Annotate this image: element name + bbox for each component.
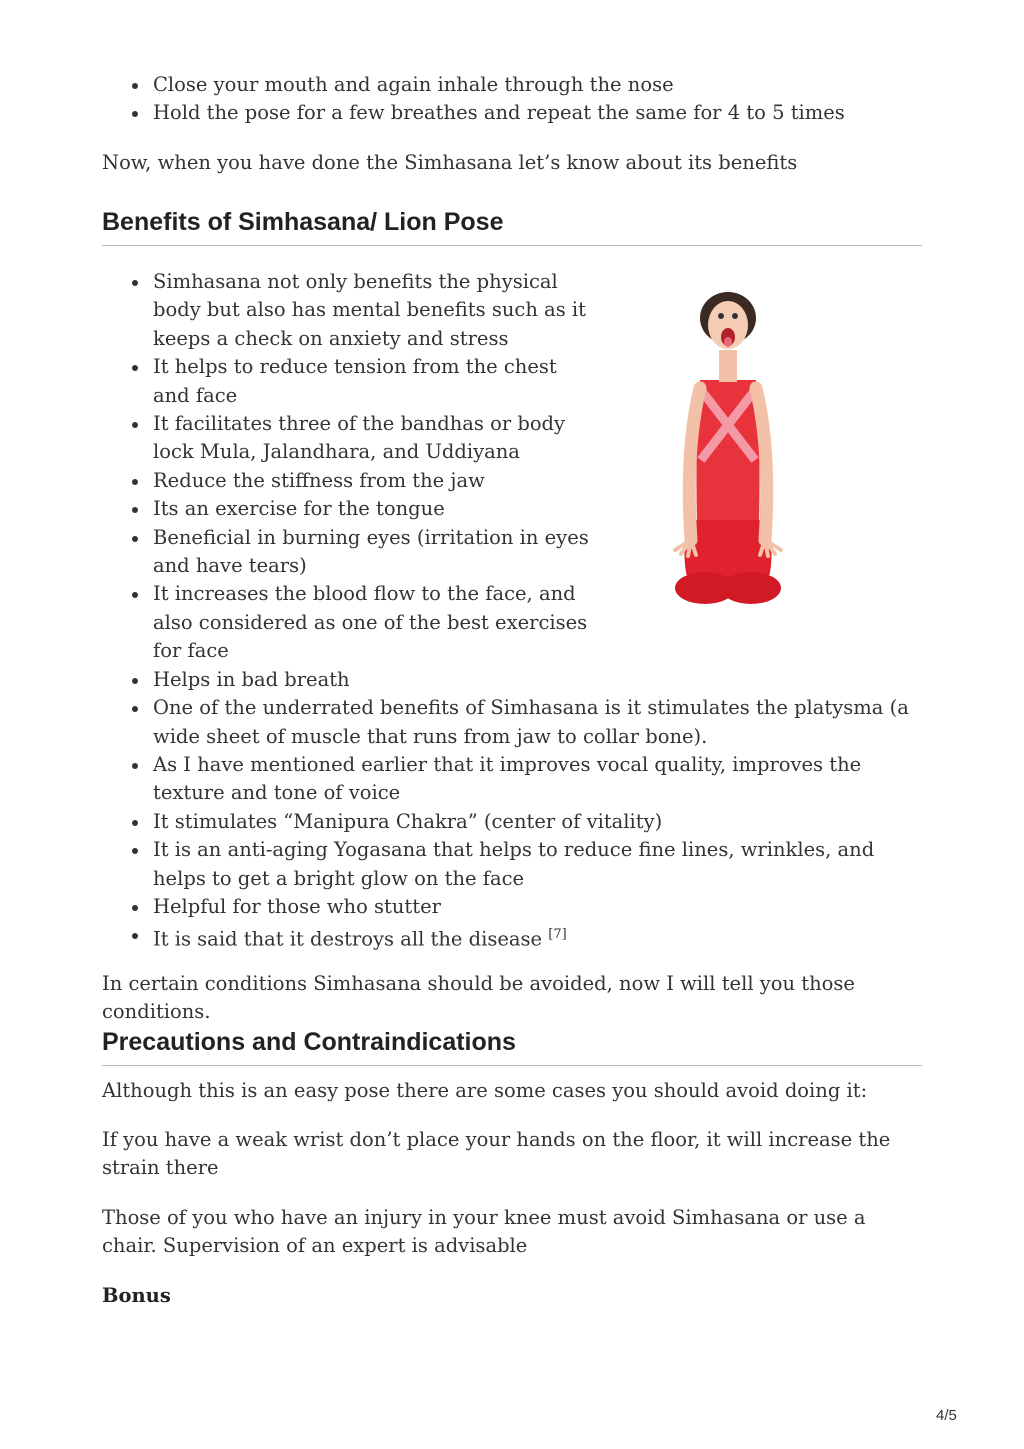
benefits-heading: Benefits of Simhasana/ Lion Pose	[102, 208, 922, 246]
citation-link[interactable]: [7]	[548, 927, 567, 943]
precautions-paragraph: Those of you who have an injury in your knee must avoid Simhasana or use a chair. Supervision of an expert is advisable	[102, 1206, 866, 1258]
list-item: It helps to reduce tension from the chest and face	[102, 353, 593, 410]
list-item: It stimulates “Manipura Chakra” (center of vitality)	[102, 808, 922, 836]
list-item: Helpful for those who stutter	[102, 893, 922, 921]
list-item: Its an exercise for the tongue	[102, 495, 593, 523]
page-number: 4/5	[936, 1407, 957, 1424]
intro-step-list	[102, 71, 922, 128]
list-item: It is an anti-aging Yogasana that helps to reduce fine lines, wrinkles, and helps to get a bright glow on the face	[102, 836, 922, 893]
benefits-outro: In certain conditions Simhasana should be avoided, now I will tell you those conditions.	[102, 972, 855, 1024]
list-item-text: It is said that it destroys all the disease	[153, 927, 543, 951]
precautions-paragraph: If you have a weak wrist don’t place your hands on the floor, it will increase the strain there	[102, 1128, 891, 1180]
intro-paragraph: Now, when you have done the Simhasana let’s know about its benefits	[102, 151, 798, 174]
list-item: Beneficial in burning eyes (irritation in eyes and have tears)	[102, 524, 593, 581]
bonus-label: Bonus	[102, 1284, 171, 1307]
list-item: Hold the pose for a few breathes and repeat the same for 4 to 5 times	[102, 99, 922, 127]
list-item: Helps in bad breath	[102, 666, 922, 694]
lion-pose-figure-icon	[597, 270, 859, 615]
lion-pose-photo	[597, 270, 859, 615]
list-item: It increases the blood flow to the face, and also considered as one of the best exercises for face	[102, 580, 593, 665]
list-item	[102, 921, 922, 954]
list-item: As I have mentioned earlier that it improves vocal quality, improves the texture and tone of voice	[102, 751, 922, 808]
list-item: Simhasana not only benefits the physical body but also has mental benefits such as it keeps a check on anxiety and stress	[102, 268, 593, 353]
list-item: Close your mouth and again inhale through the nose	[102, 71, 922, 99]
list-item: Reduce the stiffness from the jaw	[102, 467, 593, 495]
precautions-heading: Precautions and Contraindications	[102, 1028, 922, 1066]
precautions-paragraph: Although this is an easy pose there are some cases you should avoid doing it:	[102, 1079, 868, 1102]
list-item: One of the underrated benefits of Simhasana is it stimulates the platysma (a wide sheet of muscle that runs from jaw to collar bone).	[102, 694, 922, 751]
list-item: It facilitates three of the bandhas or body lock Mula, Jalandhara, and Uddiyana	[102, 410, 593, 467]
